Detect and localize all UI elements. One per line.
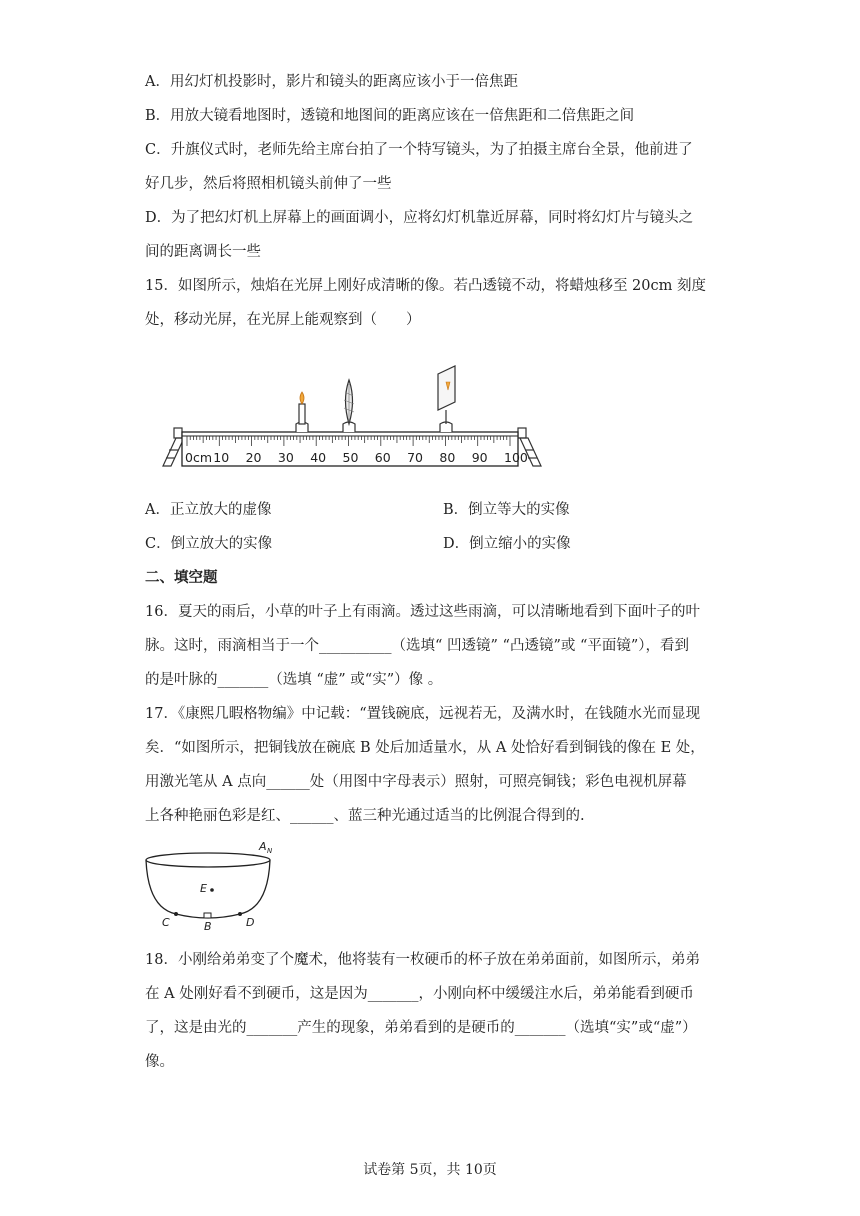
- ruler-tick-label: 70: [407, 450, 424, 465]
- q17-line4: 上各种艳丽色彩是红、______、蓝三种光通过适当的比例混合得到的.: [145, 808, 585, 824]
- q18-line3: 了，这是由光的_______产生的现象，弟弟看到的是硬币的_______（选填“实”或“虚”）: [145, 1020, 697, 1036]
- q15-stem-line1: 15．如图所示，烛焰在光屏上刚好成清晰的像。若凸透镜不动，将蜡烛移至 20cm 刻度: [145, 278, 706, 294]
- q15-option-b: B．倒立等大的实像: [443, 502, 570, 518]
- q15-option-c: C．倒立放大的实像: [145, 536, 273, 552]
- page-footer: 试卷第 5页，共 10页: [363, 1162, 497, 1178]
- label-d: D: [246, 916, 255, 929]
- ruler-tick-label: 100: [504, 450, 528, 465]
- ruler-tick-label: 20: [245, 450, 262, 465]
- q14-option-c-line1: C．升旗仪式时，老师先给主席台拍了一个特写镜头，为了拍摄主席台全景，他前进了: [145, 142, 693, 158]
- q16-line2: 脉。这时，雨滴相当于一个__________（选填“ 凹透镜” “凸透镜”或 “平面镜”），看到: [145, 638, 690, 654]
- left-stand: [163, 428, 184, 466]
- q16-line3: 的是叶脉的_______（选填 “虚” 或“实”）像 。: [145, 672, 443, 688]
- q14-option-b: B．用放大镜看地图时，透镜和地图间的距离应该在一倍焦距和二倍焦距之间: [145, 108, 635, 124]
- ruler-tick-label: 50: [342, 450, 359, 465]
- bowl-figure: [142, 838, 282, 930]
- label-n: N: [267, 847, 273, 855]
- label-e: E: [200, 882, 207, 895]
- q15-option-a: A．正立放大的虚像: [145, 502, 272, 518]
- q18-line2: 在 A 处刚好看不到硬币，这是因为_______，小刚向杯中缓缓注水后，弟弟能看到硬币: [145, 986, 694, 1002]
- q17-line3: 用激光笔从 A 点向______处（用图中字母表示）照射，可照亮铜钱；彩色电视机屏幕: [145, 774, 687, 790]
- convex-lens: [343, 380, 355, 432]
- q16-line1: 16．夏天的雨后，小草的叶子上有雨滴。透过这些雨滴，可以清晰地看到下面叶子的叶: [145, 604, 700, 620]
- ruler-tick-label: 80: [439, 450, 456, 465]
- optical-bench-figure: [155, 352, 555, 472]
- q18-line4: 像。: [145, 1054, 174, 1070]
- q15-stem-line2: 处，移动光屏，在光屏上能观察到（ ）: [145, 312, 421, 328]
- q14-option-d-line2: 间的距离调长一些: [145, 244, 261, 260]
- section-title-fill-in: 二、填空题: [145, 570, 218, 586]
- q15-option-d: D．倒立缩小的实像: [443, 536, 571, 552]
- ruler-rail: [182, 432, 528, 466]
- ruler-tick-label: 90: [471, 450, 488, 465]
- q17-line1: 17．《康熙几暇格物编》中记载：“置钱碗底，远视若无，及满水时，在钱随水光而显现: [145, 706, 701, 722]
- q14-option-d-line1: D．为了把幻灯机上屏幕上的画面调小，应将幻灯机靠近屏幕，同时将幻灯片与镜头之: [145, 210, 694, 226]
- ruler-tick-label: 60: [374, 450, 391, 465]
- label-b: B: [204, 920, 212, 930]
- ruler-tick-label: 30: [277, 450, 294, 465]
- q14-option-c-line2: 好几步，然后将照相机镜头前伸了一些: [145, 176, 392, 192]
- label-a: A: [259, 840, 267, 853]
- candle: [296, 392, 308, 432]
- light-screen: [438, 366, 455, 432]
- q14-option-a: A．用幻灯机投影时，影片和镜头的距离应该小于一倍焦距: [145, 74, 518, 90]
- q17-line2: 矣．“如图所示，把铜钱放在碗底 B 处后加适量水，从 A 处恰好看到铜钱的像在 E 处，: [145, 740, 705, 756]
- label-c: C: [162, 916, 170, 929]
- q18-line1: 18．小刚给弟弟变了个魔术，他将装有一枚硬币的杯子放在弟弟面前，如图所示，弟弟: [145, 952, 700, 968]
- ruler-tick-label: 0cm: [185, 450, 213, 465]
- ruler-tick-label: 40: [310, 450, 327, 465]
- ruler-tick-label: 10: [213, 450, 230, 465]
